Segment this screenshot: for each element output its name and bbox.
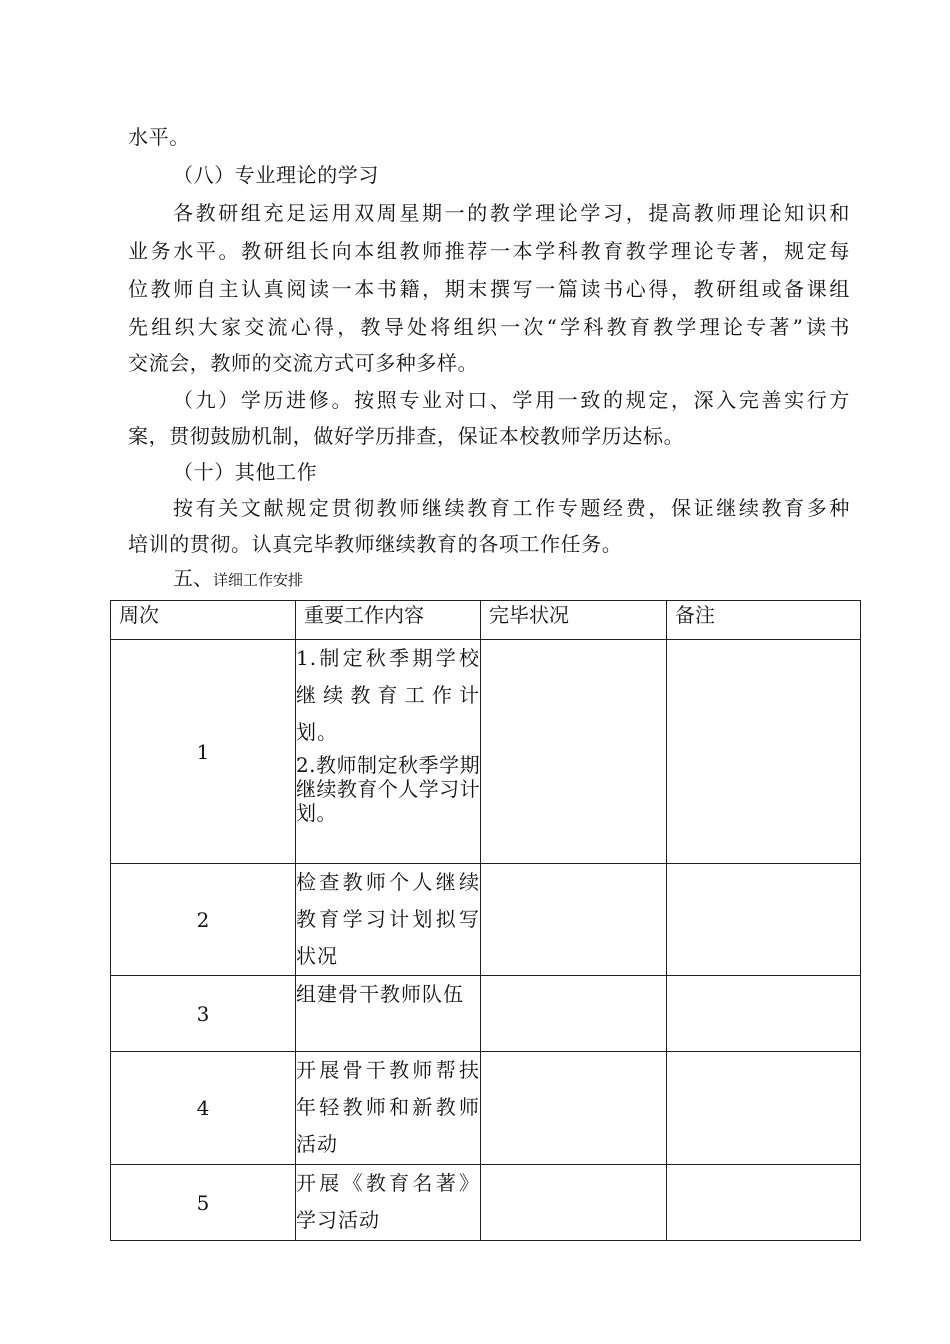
content-cell (296, 976, 481, 1052)
status-cell (481, 1052, 667, 1165)
content-text: 1.制定秋季期学校继续教育工作计划。 (296, 646, 480, 744)
content-cell (296, 640, 481, 864)
section-number: 五、 (173, 566, 213, 590)
notes-cell (667, 1052, 861, 1165)
notes-cell (667, 864, 861, 976)
table-row (111, 640, 861, 864)
notes-cell (667, 976, 861, 1052)
status-cell (481, 976, 667, 1052)
notes-cell (667, 1165, 861, 1241)
paragraph-line: 交流会，教师的交流方式可多种多样。 (128, 351, 479, 375)
paragraph-line: 水平。 (128, 125, 190, 149)
content-text: 2.教师制定秋季学期继续教育个人学习计划。 (296, 753, 480, 825)
content-cell (296, 1052, 481, 1165)
header-notes: 备注 (667, 601, 861, 640)
header-content: 重要工作内容 (296, 601, 481, 640)
header-week: 周次 (111, 601, 296, 640)
paragraph-line: 业务水平。教研组长向本组教师推荐一本学科教育教学理论专著，规定每 (128, 239, 850, 263)
week-cell: 2 (111, 864, 296, 976)
section-heading (173, 562, 303, 596)
header-status: 完毕状况 (481, 601, 667, 640)
notes-cell (667, 640, 861, 864)
paragraph-line: 先组织大家交流心得，教导处将组织一次“学科教育教学理论专著”读书 (128, 315, 850, 339)
subheading-professional-theory: （八）专业理论的学习 (173, 163, 379, 187)
week-cell: 4 (111, 1052, 296, 1165)
paragraph-line: （九）学历进修。按照专业对口、学用一致的规定，深入完善实行方 (173, 388, 850, 412)
paragraph-line: 案，贯彻鼓励机制，做好学历排查，保证本校教师学历达标。 (128, 424, 685, 448)
status-cell (481, 864, 667, 976)
paragraph-line: 按有关文献规定贯彻教师继续教育工作专题经费，保证继续教育多种 (173, 496, 850, 520)
content-text: 开展骨干教师帮扶年轻教师和新教师活动 (296, 1058, 480, 1156)
section-title: 详细工作安排 (213, 571, 304, 589)
table-row (111, 864, 861, 976)
content-text: 组建骨干教师队伍 (296, 982, 464, 1006)
paragraph-line: 位教师自主认真阅读一本书籍，期末撰写一篇读书心得，教研组或备课组 (128, 277, 850, 301)
paragraph-line: 培训的贯彻。认真完毕教师继续教育的各项工作任务。 (128, 532, 623, 556)
week-cell: 1 (111, 640, 296, 864)
table-row (111, 1165, 861, 1241)
table-row (111, 1052, 861, 1165)
table-header-row (111, 601, 861, 640)
week-cell: 5 (111, 1165, 296, 1241)
week-cell: 3 (111, 976, 296, 1052)
status-cell (481, 640, 667, 864)
content-cell (296, 1165, 481, 1241)
content-text: 检查教师个人继续教育学习计划拟写状况 (296, 870, 480, 968)
content-cell (296, 864, 481, 976)
paragraph-line: 各教研组充足运用双周星期一的教学理论学习，提高教师理论知识和 (173, 201, 850, 225)
subheading-other-work: （十）其他工作 (173, 460, 318, 484)
work-schedule-table (110, 600, 861, 1241)
content-text: 开展《教育名著》学习活动 (296, 1171, 480, 1232)
status-cell (481, 1165, 667, 1241)
table-row (111, 976, 861, 1052)
